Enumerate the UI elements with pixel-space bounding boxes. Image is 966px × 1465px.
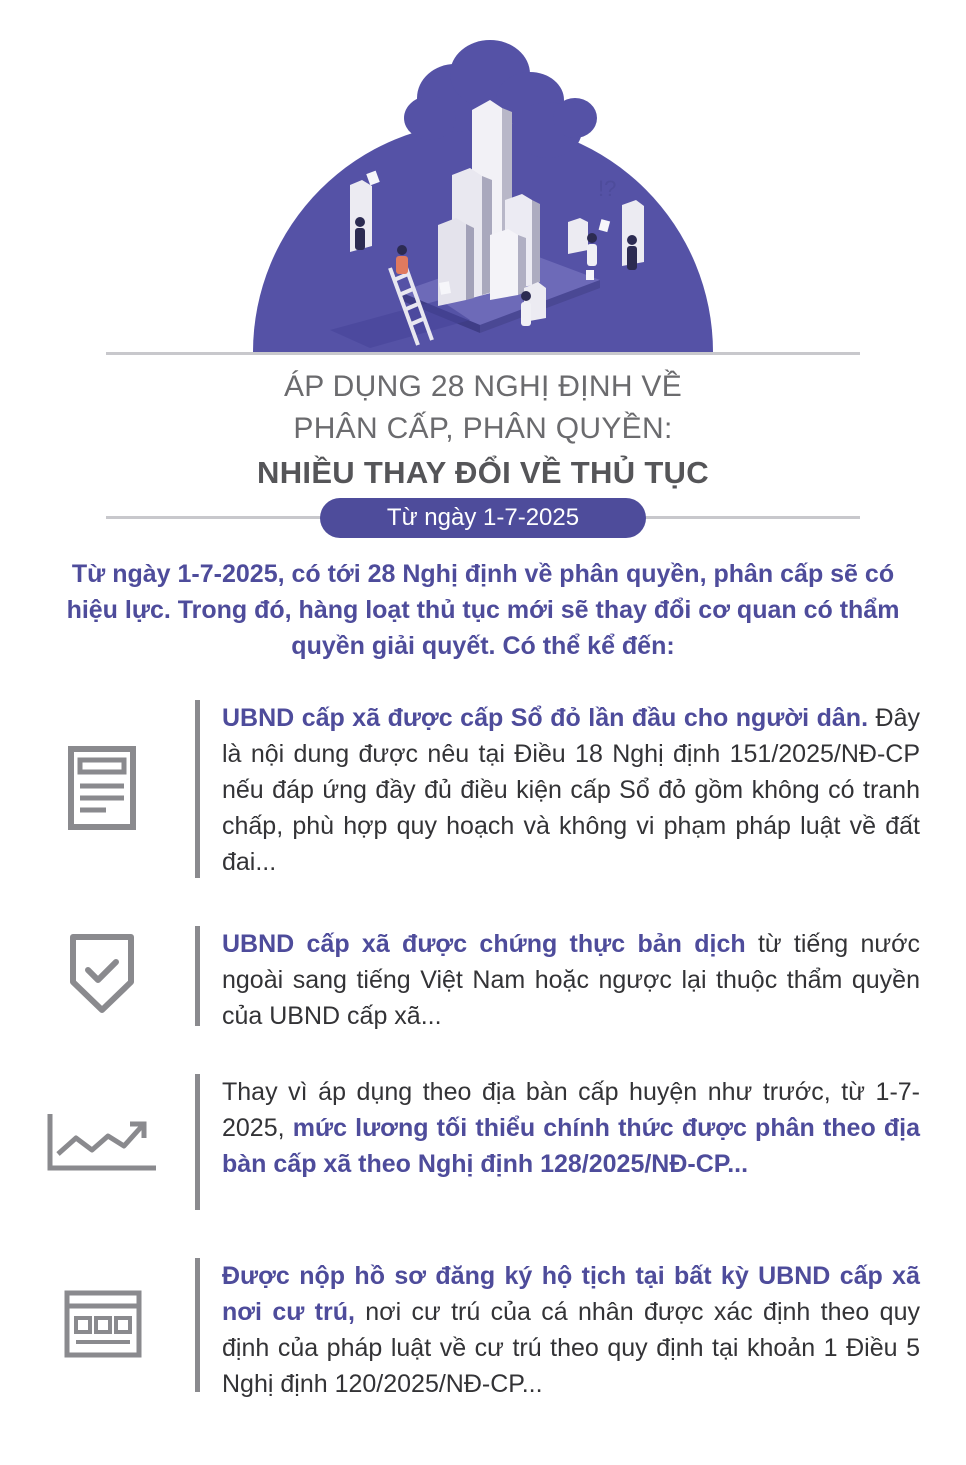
title-line-3: NHIỀU THAY ĐỔI VỀ THỦ TỤC: [257, 455, 709, 490]
item-highlight: mức lương tối thiểu chính thức được phân theo địa bàn cấp xã theo Nghị định 128/2025/NĐ-CP...: [222, 1114, 920, 1178]
hero-illustration: [0, 0, 966, 360]
title-line-1: ÁP DỤNG 28 NGHỊ ĐỊNH VỀ: [283, 370, 683, 403]
item-divider: [195, 1074, 200, 1210]
item-highlight: UBND cấp xã được chứng thực bản dịch: [222, 930, 746, 958]
item-body: Đây là nội dung được nêu tại Điều 18 Nghị định 151/2025/NĐ-CP nếu đáp ứng đầy đủ điều kiện cấp Sổ đỏ gồm không có tranh chấp, phù hợp quy hoạch và không vi phạm pháp luật về đất đai...: [222, 704, 920, 876]
item-text: [222, 1074, 920, 1182]
shield-check-icon: [68, 932, 136, 1016]
question-exclaim-mark: !?: [598, 176, 617, 201]
list-item: [0, 926, 966, 1036]
item-text: [222, 700, 920, 880]
item-text: [222, 926, 920, 1034]
browser-window-icon: [64, 1290, 142, 1358]
item-body: Thay vì áp dụng theo địa bàn cấp huyện như trước, từ 1-7-2025,: [222, 1078, 920, 1142]
title-block: [0, 366, 966, 496]
title-line-2: PHÂN CẤP, PHÂN QUYỀN:: [293, 412, 673, 445]
top-divider: [106, 352, 860, 355]
line-chart-icon: [46, 1110, 158, 1172]
item-highlight: Được nộp hồ sơ đăng ký hộ tịch tại bất kỳ UBND cấp xã nơi cư trú,: [222, 1262, 920, 1326]
date-badge: Từ ngày 1-7-2025: [320, 498, 646, 538]
intro-paragraph: Từ ngày 1-7-2025, có tới 28 Nghị định về phân quyền, phân cấp sẽ có hiệu lực. Trong đó, hàng loạt thủ tục mới sẽ thay đổi cơ quan có thẩm quyền giải quyết. Có thể kể đến:: [66, 560, 900, 660]
item-divider: [195, 1258, 200, 1392]
list-item: [0, 1074, 966, 1219]
item-highlight: UBND cấp xã được cấp Sổ đỏ lần đầu cho người dân.: [222, 704, 869, 732]
list-item: [0, 700, 966, 880]
item-body: nơi cư trú của cá nhân được xác định theo quy định của pháp luật về cư trú theo quy định tại khoản 1 Điều 5 Nghị định 120/2025/NĐ-CP...: [222, 1298, 920, 1398]
document-icon: [68, 746, 136, 830]
item-divider: [195, 926, 200, 1026]
list-item: [0, 1258, 966, 1398]
item-divider: [195, 700, 200, 878]
item-body: từ tiếng nước ngoài sang tiếng Việt Nam hoặc ngược lại thuộc thẩm quyền của UBND cấp xã...: [222, 930, 920, 1030]
item-text: [222, 1258, 920, 1402]
